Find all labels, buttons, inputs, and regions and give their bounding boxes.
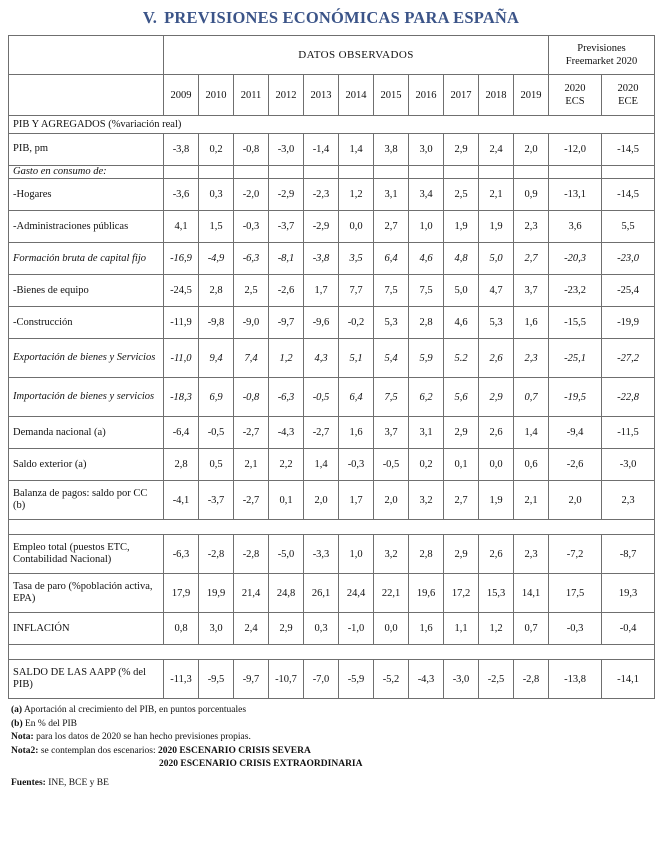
data-cell: 0,7 (514, 613, 549, 645)
data-cell: 3,7 (374, 417, 409, 449)
data-cell: -3,0 (444, 660, 479, 699)
data-cell: 1,6 (514, 307, 549, 339)
data-cell: -2,8 (514, 660, 549, 699)
data-cell: 0,0 (479, 449, 514, 481)
data-cell: -8,7 (602, 535, 655, 574)
data-cell: 0,3 (304, 613, 339, 645)
data-cell: 17,9 (164, 574, 199, 613)
data-cell: 19,9 (199, 574, 234, 613)
data-cell: -2,7 (304, 417, 339, 449)
row-label: INFLACIÓN (9, 613, 164, 645)
data-cell: -5,9 (339, 660, 374, 699)
data-cell: -0,8 (234, 134, 269, 166)
data-cell: -0,5 (199, 417, 234, 449)
data-cell-empty (374, 166, 409, 179)
data-cell: -2,9 (304, 211, 339, 243)
data-cell: -23,0 (602, 243, 655, 275)
row-label: Gasto en consumo de: (9, 166, 164, 179)
data-cell: 0,0 (339, 211, 374, 243)
data-cell: 2,9 (269, 613, 304, 645)
data-cell: 4,6 (444, 307, 479, 339)
data-cell: -3,0 (602, 449, 655, 481)
table-row (9, 481, 655, 520)
data-cell: 2,2 (269, 449, 304, 481)
header-year-2017: 2017 (444, 75, 479, 116)
footnote-nota2-text: se contemplan dos escenarios: (40, 745, 156, 756)
data-cell: 2,4 (479, 134, 514, 166)
data-cell-empty (479, 166, 514, 179)
table-header-group-row (9, 36, 655, 75)
data-cell: 2,3 (514, 211, 549, 243)
footnote-scenario2-line (11, 758, 654, 771)
section-title-row (9, 116, 655, 134)
table-row (9, 535, 655, 574)
data-cell: 0,0 (374, 613, 409, 645)
data-cell: 4,8 (444, 243, 479, 275)
data-cell: -13,8 (549, 660, 602, 699)
data-cell: 5,9 (409, 339, 444, 378)
footnote-nota-key: Nota: (11, 732, 34, 743)
data-cell-empty (199, 166, 234, 179)
data-cell: -10,7 (269, 660, 304, 699)
header-forecast-line1: Previsiones (577, 42, 626, 54)
data-cell: 4,6 (409, 243, 444, 275)
data-cell: 2,6 (479, 417, 514, 449)
row-label: Balanza de pagos: saldo por CC (b) (9, 481, 164, 520)
data-cell: -0,2 (339, 307, 374, 339)
data-cell-empty (164, 166, 199, 179)
header-year-2015: 2015 (374, 75, 409, 116)
data-cell: 0,7 (514, 378, 549, 417)
header-forecast-col-year: 2020 (617, 82, 639, 94)
data-cell: -15,5 (549, 307, 602, 339)
footnote-nota2-key: Nota2: (11, 745, 39, 756)
header-observed: DATOS OBSERVADOS (164, 36, 549, 75)
data-cell: -2,0 (234, 179, 269, 211)
table-row (9, 275, 655, 307)
data-cell: 1,2 (479, 613, 514, 645)
row-label: -Hogares (9, 179, 164, 211)
data-cell: 14,1 (514, 574, 549, 613)
data-cell: 1,1 (444, 613, 479, 645)
data-cell: -0,5 (304, 378, 339, 417)
data-cell: -2,8 (234, 535, 269, 574)
data-cell: 4,1 (164, 211, 199, 243)
data-cell: 5,0 (444, 275, 479, 307)
data-cell: 5.2 (444, 339, 479, 378)
data-cell: -19,9 (602, 307, 655, 339)
data-cell: 2,8 (164, 449, 199, 481)
header-year-2011: 2011 (234, 75, 269, 116)
page-title-text: PREVISIONES ECONÓMICAS PARA ESPAÑA (164, 8, 520, 27)
data-cell-empty (409, 166, 444, 179)
header-forecast-line2: Freemarket 2020 (565, 56, 638, 67)
header-forecast-col-ecs (549, 75, 602, 116)
data-cell: -2,8 (199, 535, 234, 574)
header-year-2013: 2013 (304, 75, 339, 116)
data-cell: 7,4 (234, 339, 269, 378)
data-cell: -0,3 (549, 613, 602, 645)
data-cell: 2,5 (444, 179, 479, 211)
data-cell: 0,8 (164, 613, 199, 645)
data-cell: 0,1 (444, 449, 479, 481)
data-cell: 3,1 (374, 179, 409, 211)
data-cell: -6,3 (234, 243, 269, 275)
data-cell: 19,6 (409, 574, 444, 613)
data-cell: 2,0 (514, 134, 549, 166)
data-cell: 3,6 (549, 211, 602, 243)
data-cell: 3,7 (514, 275, 549, 307)
data-cell: -3,6 (164, 179, 199, 211)
data-cell: 2,3 (602, 481, 655, 520)
data-cell: -11,3 (164, 660, 199, 699)
data-cell: -5,0 (269, 535, 304, 574)
data-cell: -6,3 (269, 378, 304, 417)
scenario-extraordinaria: 2020 ESCENARIO CRISIS EXTRAORDINARIA (159, 759, 363, 770)
footnote-nota (11, 731, 654, 744)
data-cell: 0,1 (269, 481, 304, 520)
data-cell: 0,6 (514, 449, 549, 481)
table-row (9, 134, 655, 166)
scenario-severa: 2020 ESCENARIO CRISIS SEVERA (157, 745, 311, 756)
data-cell: 7,7 (339, 275, 374, 307)
data-cell: -19,5 (549, 378, 602, 417)
data-cell-empty (549, 166, 602, 179)
data-cell: 2,5 (234, 275, 269, 307)
data-cell: -24,5 (164, 275, 199, 307)
spacer-cell (9, 520, 655, 535)
data-cell: 6,4 (374, 243, 409, 275)
data-cell: 2,0 (549, 481, 602, 520)
data-cell: -4,1 (164, 481, 199, 520)
data-cell: 1,0 (409, 211, 444, 243)
economic-forecast-table (8, 35, 655, 699)
data-cell: 1,9 (444, 211, 479, 243)
table-row (9, 378, 655, 417)
data-cell: -6,4 (164, 417, 199, 449)
data-cell: -2,3 (304, 179, 339, 211)
data-cell: 0,3 (199, 179, 234, 211)
data-cell: -7,0 (304, 660, 339, 699)
data-cell: 3,5 (339, 243, 374, 275)
data-cell: 1,7 (339, 481, 374, 520)
footnote-a-key: (a) (11, 705, 23, 716)
data-cell: 2,7 (444, 481, 479, 520)
header-corner-cell (9, 36, 164, 75)
data-cell: -2,7 (234, 481, 269, 520)
data-cell: 0,2 (409, 449, 444, 481)
header-year-2016: 2016 (409, 75, 444, 116)
data-cell: -11,0 (164, 339, 199, 378)
data-cell: -25,4 (602, 275, 655, 307)
header-forecast-col-year: 2020 (564, 82, 586, 94)
data-cell: 6,9 (199, 378, 234, 417)
data-cell: 26,1 (304, 574, 339, 613)
data-cell: -22,8 (602, 378, 655, 417)
data-cell: 1,4 (514, 417, 549, 449)
data-cell: -6,3 (164, 535, 199, 574)
data-cell: 3,0 (409, 134, 444, 166)
footnote-b-key: (b) (11, 718, 23, 729)
data-cell: 4,7 (479, 275, 514, 307)
data-cell: -5,2 (374, 660, 409, 699)
data-cell: 2,3 (514, 535, 549, 574)
data-cell: 2,9 (444, 535, 479, 574)
data-cell: -13,1 (549, 179, 602, 211)
page-title (8, 0, 654, 35)
table-row (9, 574, 655, 613)
data-cell: -16,9 (164, 243, 199, 275)
row-label: Demanda nacional (a) (9, 417, 164, 449)
data-cell: 21,4 (234, 574, 269, 613)
data-cell: -3,8 (304, 243, 339, 275)
data-cell: 17,2 (444, 574, 479, 613)
data-cell: -3,8 (164, 134, 199, 166)
table-row (9, 339, 655, 378)
data-cell: -11,5 (602, 417, 655, 449)
data-cell: -23,2 (549, 275, 602, 307)
data-cell: -2,6 (269, 275, 304, 307)
data-cell: 2,4 (234, 613, 269, 645)
data-cell: -14,5 (602, 134, 655, 166)
footnote-sources-key: Fuentes: (11, 777, 46, 788)
data-cell: 15,3 (479, 574, 514, 613)
header-year-2014: 2014 (339, 75, 374, 116)
data-cell: -20,3 (549, 243, 602, 275)
data-cell: 2,0 (304, 481, 339, 520)
data-cell: 3,0 (199, 613, 234, 645)
data-cell: -0,4 (602, 613, 655, 645)
header-year-2019: 2019 (514, 75, 549, 116)
row-label: Saldo exterior (a) (9, 449, 164, 481)
data-cell: 0,9 (514, 179, 549, 211)
data-cell: 0,2 (199, 134, 234, 166)
data-cell: -9,7 (269, 307, 304, 339)
data-cell: -27,2 (602, 339, 655, 378)
footnote-nota2 (11, 745, 654, 758)
header-year-corner-cell (9, 75, 164, 116)
footnote-a (11, 704, 654, 717)
data-cell: 3,4 (409, 179, 444, 211)
header-year-2010: 2010 (199, 75, 234, 116)
data-cell: 2,7 (374, 211, 409, 243)
data-cell: -2,6 (549, 449, 602, 481)
data-cell: 6,2 (409, 378, 444, 417)
row-label: Importación de bienes y servicios (9, 378, 164, 417)
data-cell: -0,3 (234, 211, 269, 243)
row-label: -Bienes de equipo (9, 275, 164, 307)
data-cell: 3,2 (409, 481, 444, 520)
row-label: PIB, pm (9, 134, 164, 166)
data-cell: -14,1 (602, 660, 655, 699)
data-cell-empty (339, 166, 374, 179)
data-cell: -0,5 (374, 449, 409, 481)
footnote-a-text: Aportación al crecimiento del PIB, en puntos porcentuales (23, 705, 247, 716)
header-forecast-col-code: ECE (618, 96, 638, 107)
page-title-numeral: V. (142, 8, 158, 27)
data-cell: 2,9 (444, 417, 479, 449)
data-cell: 1,5 (199, 211, 234, 243)
data-cell: 2,1 (514, 481, 549, 520)
table-row (9, 179, 655, 211)
table-header-year-row (9, 75, 655, 116)
data-cell-empty (514, 166, 549, 179)
data-cell: 7,5 (374, 275, 409, 307)
data-cell: -25,1 (549, 339, 602, 378)
data-cell: -2,9 (269, 179, 304, 211)
data-cell: 4,3 (304, 339, 339, 378)
data-cell: 2,9 (444, 134, 479, 166)
data-cell: -8,1 (269, 243, 304, 275)
data-cell: 24,4 (339, 574, 374, 613)
footnote-b-text: En % del PIB (25, 718, 77, 729)
data-cell: 22,1 (374, 574, 409, 613)
row-label: -Administraciones públicas (9, 211, 164, 243)
data-cell: 2,1 (234, 449, 269, 481)
spacer-row (9, 645, 655, 660)
data-cell: 1,7 (304, 275, 339, 307)
data-cell: 1,4 (339, 134, 374, 166)
data-cell: -3,7 (199, 481, 234, 520)
data-cell: -4,9 (199, 243, 234, 275)
data-cell: -12,0 (549, 134, 602, 166)
data-cell: 2,0 (374, 481, 409, 520)
row-label: Tasa de paro (%población activa, EPA) (9, 574, 164, 613)
spacer-row (9, 520, 655, 535)
data-cell: -4,3 (409, 660, 444, 699)
data-cell: 5,6 (444, 378, 479, 417)
data-cell: -2,7 (234, 417, 269, 449)
header-forecast-col-code: ECS (565, 96, 585, 107)
data-cell: 1,9 (479, 481, 514, 520)
data-cell: 5,0 (479, 243, 514, 275)
data-cell: 1,2 (339, 179, 374, 211)
data-cell: 1,6 (409, 613, 444, 645)
data-cell: 1,0 (339, 535, 374, 574)
table-row (9, 243, 655, 275)
row-label: -Construcción (9, 307, 164, 339)
data-cell: -2,5 (479, 660, 514, 699)
header-year-2009: 2009 (164, 75, 199, 116)
data-cell-empty (304, 166, 339, 179)
data-cell: -0,8 (234, 378, 269, 417)
data-cell: 2,6 (479, 339, 514, 378)
data-cell: 2,8 (409, 535, 444, 574)
data-cell: 2,8 (409, 307, 444, 339)
data-cell: -18,3 (164, 378, 199, 417)
data-cell: -9,7 (234, 660, 269, 699)
data-cell: -3,3 (304, 535, 339, 574)
row-label: Empleo total (puestos ETC, Contabilidad Nacional) (9, 535, 164, 574)
table-row (9, 660, 655, 699)
data-cell: 6,4 (339, 378, 374, 417)
data-cell: -9,8 (199, 307, 234, 339)
data-cell: 1,6 (339, 417, 374, 449)
row-label: SALDO DE LAS AAPP (% del PIB) (9, 660, 164, 699)
table-row (9, 613, 655, 645)
data-cell: -0,3 (339, 449, 374, 481)
data-cell: 3,2 (374, 535, 409, 574)
data-cell: -7,2 (549, 535, 602, 574)
footnote-sources (11, 777, 654, 790)
data-cell: 9,4 (199, 339, 234, 378)
data-cell: 5,5 (602, 211, 655, 243)
header-year-2012: 2012 (269, 75, 304, 116)
data-cell: -1,0 (339, 613, 374, 645)
footnotes (8, 704, 654, 790)
data-cell: -9,0 (234, 307, 269, 339)
data-cell: 19,3 (602, 574, 655, 613)
data-cell: -14,5 (602, 179, 655, 211)
spacer-cell (9, 645, 655, 660)
data-cell: -9,6 (304, 307, 339, 339)
row-label: Exportación de bienes y Servicios (9, 339, 164, 378)
data-cell: 2,7 (514, 243, 549, 275)
data-cell: 5,1 (339, 339, 374, 378)
data-cell: -3,0 (269, 134, 304, 166)
table-row (9, 211, 655, 243)
data-cell: 2,8 (199, 275, 234, 307)
data-cell-empty (444, 166, 479, 179)
data-cell: -1,4 (304, 134, 339, 166)
footnote-b (11, 718, 654, 731)
data-cell: 24,8 (269, 574, 304, 613)
data-cell: 2,3 (514, 339, 549, 378)
data-cell: -9,4 (549, 417, 602, 449)
header-year-2018: 2018 (479, 75, 514, 116)
data-cell: 2,1 (479, 179, 514, 211)
data-cell: 2,6 (479, 535, 514, 574)
section-title: PIB Y AGREGADOS (%variación real) (9, 116, 655, 134)
data-cell: 1,4 (304, 449, 339, 481)
data-cell: 0,5 (199, 449, 234, 481)
data-cell: 5,3 (374, 307, 409, 339)
data-cell: 1,9 (479, 211, 514, 243)
table-row (9, 307, 655, 339)
footnote-nota-text: para los datos de 2020 se han hecho previsiones propias. (36, 732, 251, 743)
footnote-sources-text: INE, BCE y BE (48, 777, 109, 788)
header-forecast-col-ece (602, 75, 655, 116)
header-forecast (549, 36, 655, 75)
table-row (9, 166, 655, 179)
table-row (9, 417, 655, 449)
data-cell: 3,1 (409, 417, 444, 449)
data-cell: -11,9 (164, 307, 199, 339)
data-cell: 3,8 (374, 134, 409, 166)
data-cell: 17,5 (549, 574, 602, 613)
data-cell: 7,5 (374, 378, 409, 417)
table-row (9, 449, 655, 481)
data-cell: -9,5 (199, 660, 234, 699)
table-body (9, 36, 655, 699)
data-cell: -4,3 (269, 417, 304, 449)
data-cell: 2,9 (479, 378, 514, 417)
data-cell-empty (602, 166, 655, 179)
data-cell: -3,7 (269, 211, 304, 243)
data-cell: 5,3 (479, 307, 514, 339)
data-cell: 7,5 (409, 275, 444, 307)
data-cell: 1,2 (269, 339, 304, 378)
data-cell: 5,4 (374, 339, 409, 378)
row-label: Formación bruta de capital fijo (9, 243, 164, 275)
data-cell-empty (269, 166, 304, 179)
data-cell-empty (234, 166, 269, 179)
